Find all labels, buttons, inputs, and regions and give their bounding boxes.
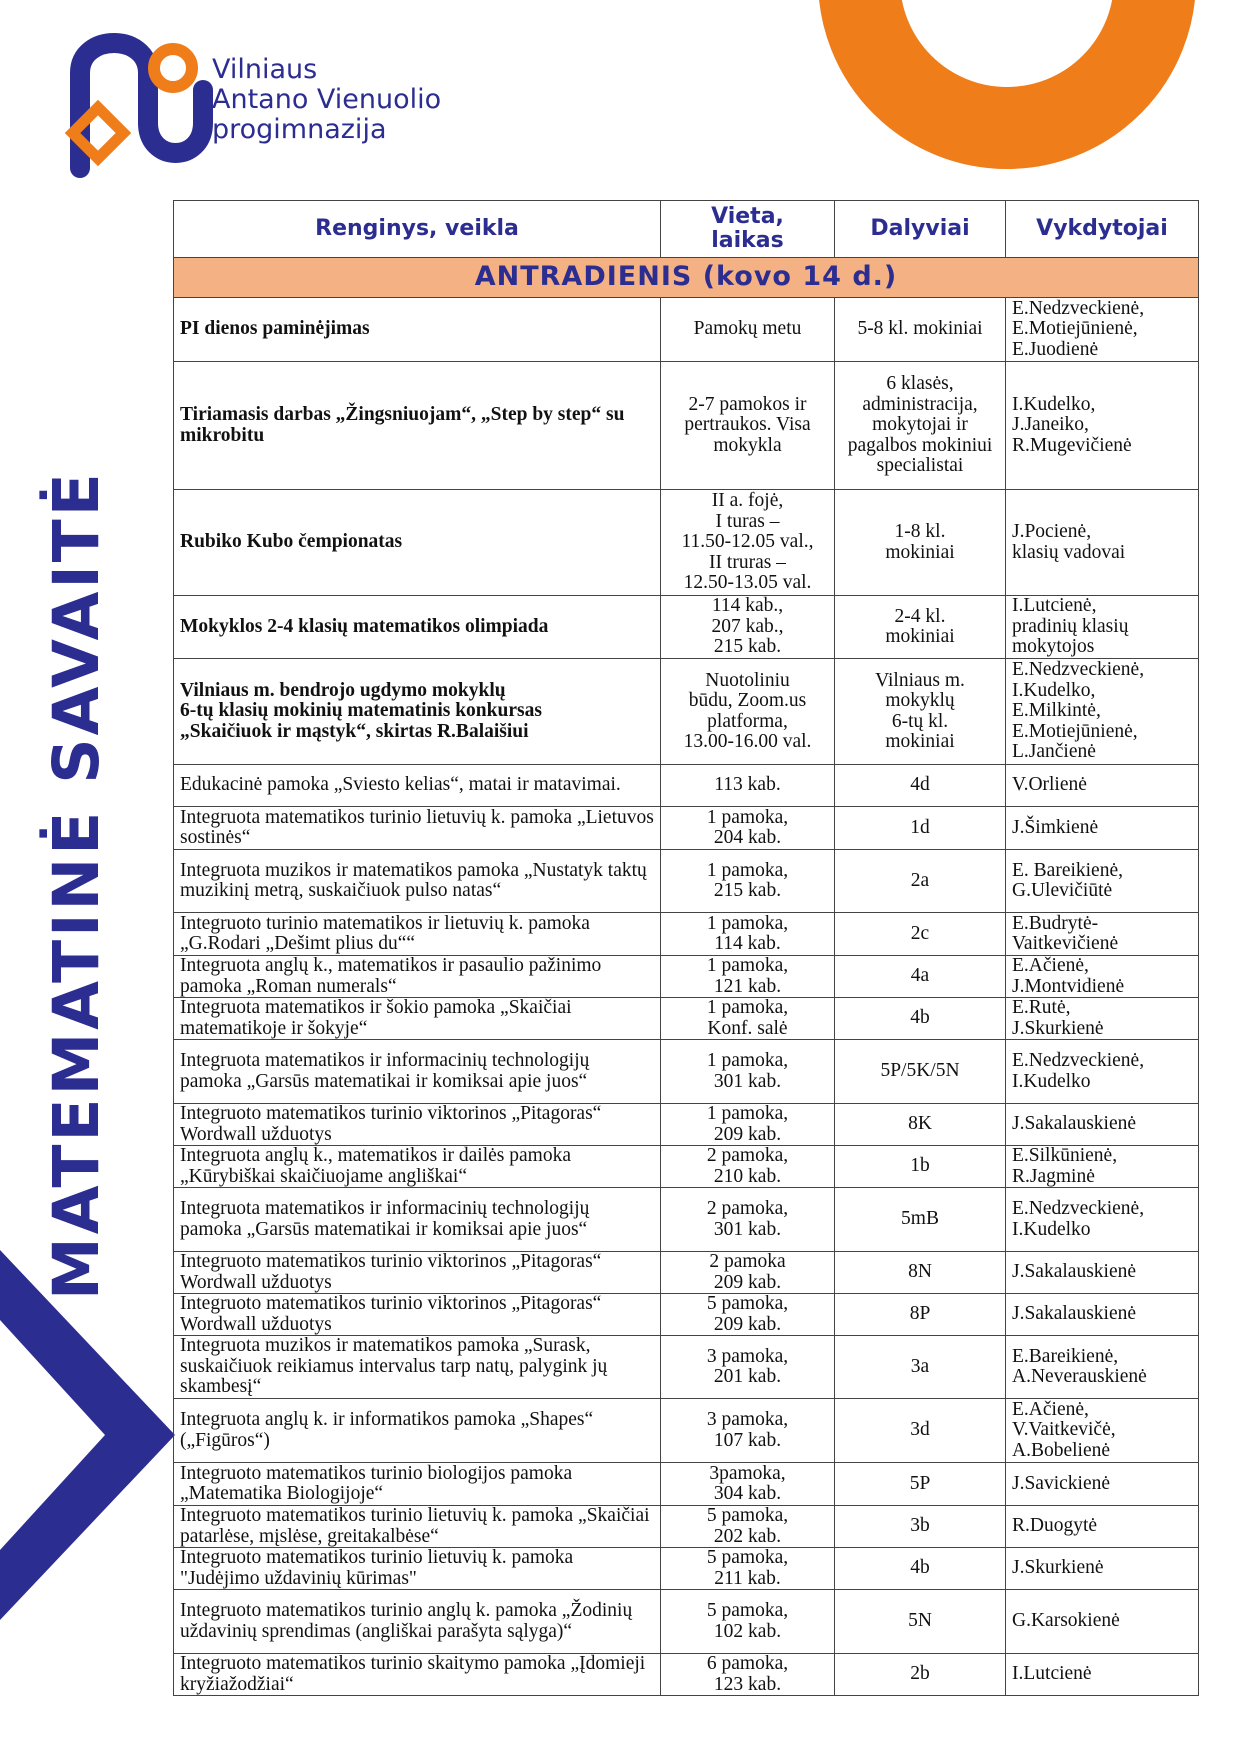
participants-cell: 8P <box>835 1294 1006 1336</box>
event-cell: Integruoto matematikos turinio biologijos pamoka „Matematika Biologijoje“ <box>174 1463 661 1506</box>
organizers-cell: J.Sakalauskienė <box>1006 1294 1199 1336</box>
school-name-line2: Antano Vienuolio <box>212 84 442 115</box>
participants-cell: 5-8 kl. mokiniai <box>835 298 1006 362</box>
organizers-cell: E.Nedzveckienė, I.Kudelko <box>1006 1188 1199 1252</box>
place-time-cell: 5 pamoka, 202 kab. <box>661 1506 835 1548</box>
organizers-cell: G.Karsokienė <box>1006 1590 1199 1654</box>
participants-cell: 8K <box>835 1104 1006 1146</box>
table-row <box>174 596 1199 659</box>
organizers-cell: E. Bareikienė, G.Ulevičiūtė <box>1006 850 1199 913</box>
organizers-cell: V.Orlienė <box>1006 765 1199 807</box>
organizers-cell: R.Duogytė <box>1006 1506 1199 1548</box>
place-time-cell: 1 pamoka, 215 kab. <box>661 850 835 913</box>
header-row <box>174 201 1199 258</box>
organizers-cell: E.Silkūnienė, R.Jagminė <box>1006 1146 1199 1188</box>
place-time-cell: 2-7 pamokos ir pertraukos. Visa mokykla <box>661 362 835 490</box>
organizers-cell: E.Nedzveckienė, I.Kudelko <box>1006 1040 1199 1104</box>
place-time-cell: 1 pamoka, Konf. salė <box>661 998 835 1040</box>
table-row <box>174 362 1199 490</box>
organizers-cell: I.Kudelko, J.Janeiko, R.Mugevičienė <box>1006 362 1199 490</box>
event-cell: Integruota matematikos ir informacinių technologijų pamoka „Garsūs matematikai ir komiksai apie juos“ <box>174 1040 661 1104</box>
school-name-line3: progimnazija <box>212 114 387 145</box>
organizers-cell: J.Šimkienė <box>1006 807 1199 850</box>
participants-cell: 4b <box>835 998 1006 1040</box>
event-cell: Integruoto matematikos turinio viktorinos „Pitagoras“ Wordwall užduotys <box>174 1294 661 1336</box>
participants-cell: 5P/5K/5N <box>835 1040 1006 1104</box>
participants-cell: 3a <box>835 1336 1006 1399</box>
table-row <box>174 1506 1199 1548</box>
table-row <box>174 659 1199 765</box>
event-cell: Integruota muzikos ir matematikos pamoka „Nustatyk taktų muzikinį metrą, suskaičiuok pulso natas“ <box>174 850 661 913</box>
event-cell: Integruota anglų k., matematikos ir dailės pamoka „Kūrybiškai skaičiuojame angliškai“ <box>174 1146 661 1188</box>
table-row <box>174 1040 1199 1104</box>
organizers-cell: E.Rutė, J.Skurkienė <box>1006 998 1199 1040</box>
place-time-cell: 1 pamoka, 301 kab. <box>661 1040 835 1104</box>
event-cell: Integruoto matematikos turinio viktorinos „Pitagoras“ Wordwall užduotys <box>174 1252 661 1294</box>
organizers-cell: E.Bareikienė, A.Neverauskienė <box>1006 1336 1199 1399</box>
participants-cell: 5N <box>835 1590 1006 1654</box>
organizers-cell: I.Lutcienė, pradinių klasių mokytojos <box>1006 596 1199 659</box>
participants-cell: 4a <box>835 956 1006 998</box>
header-event: Renginys, veikla <box>174 201 661 258</box>
table-row <box>174 1104 1199 1146</box>
place-time-cell: 113 kab. <box>661 765 835 807</box>
event-cell: PI dienos paminėjimas <box>174 298 661 362</box>
table-row <box>174 956 1199 998</box>
organizers-cell: J.Savickienė <box>1006 1463 1199 1506</box>
school-name-line1: Vilniaus <box>212 54 318 85</box>
participants-cell: 2b <box>835 1654 1006 1696</box>
event-cell: Integruoto matematikos turinio viktorinos „Pitagoras“ Wordwall užduotys <box>174 1104 661 1146</box>
participants-cell: 1b <box>835 1146 1006 1188</box>
table-row <box>174 1146 1199 1188</box>
place-time-cell: 2 pamoka, 301 kab. <box>661 1188 835 1252</box>
table-row <box>174 1188 1199 1252</box>
place-time-cell: 1 pamoka, 114 kab. <box>661 913 835 956</box>
organizers-cell: J.Sakalauskienė <box>1006 1252 1199 1294</box>
place-time-cell: 114 kab., 207 kab., 215 kab. <box>661 596 835 659</box>
header-place-time: Vieta, laikas <box>661 201 835 258</box>
organizers-cell: J.Pocienė, klasių vadovai <box>1006 490 1199 596</box>
place-time-cell: 6 pamoka, 123 kab. <box>661 1654 835 1696</box>
place-time-cell: Pamokų metu <box>661 298 835 362</box>
participants-cell: 2-4 kl. mokiniai <box>835 596 1006 659</box>
place-time-cell: Nuotoliniu būdu, Zoom.us platforma, 13.00-16.00 val. <box>661 659 835 765</box>
place-time-cell: 1 pamoka, 121 kab. <box>661 956 835 998</box>
event-cell: Tiriamasis darbas „Žingsniuojam“, „Step by step“ su mikrobitu <box>174 362 661 490</box>
event-cell: Integruoto matematikos turinio anglų k. pamoka „Žodinių uždavinių sprendimas (angliškai parašyta sąlyga)“ <box>174 1590 661 1654</box>
table-row <box>174 1590 1199 1654</box>
participants-cell: 3d <box>835 1399 1006 1463</box>
participants-cell: 2c <box>835 913 1006 956</box>
event-cell: Integruota matematikos turinio lietuvių k. pamoka „Lietuvos sostinės“ <box>174 807 661 850</box>
place-time-cell: 5 pamoka, 209 kab. <box>661 1294 835 1336</box>
table-row <box>174 1654 1199 1696</box>
event-cell: Integruoto matematikos turinio skaitymo pamoka „Įdomieji kryžiažodžiai“ <box>174 1654 661 1696</box>
place-time-cell: 3 pamoka, 201 kab. <box>661 1336 835 1399</box>
day-row <box>174 258 1199 298</box>
participants-cell: 5mB <box>835 1188 1006 1252</box>
participants-cell: 2a <box>835 850 1006 913</box>
place-time-cell: 3pamoka, 304 kab. <box>661 1463 835 1506</box>
place-time-cell: 3 pamoka, 107 kab. <box>661 1399 835 1463</box>
table-row <box>174 490 1199 596</box>
organizers-cell: J.Skurkienė <box>1006 1548 1199 1590</box>
vertical-page-title: MATEMATINĖ SAVAITĖ <box>40 470 113 1300</box>
place-time-cell: 1 pamoka, 204 kab. <box>661 807 835 850</box>
school-name <box>212 55 441 145</box>
table-row <box>174 807 1199 850</box>
organizers-cell: E.Nedzveckienė, E.Motiejūnienė, E.Juodienė <box>1006 298 1199 362</box>
place-time-cell: 5 pamoka, 211 kab. <box>661 1548 835 1590</box>
participants-cell: 1-8 kl. mokiniai <box>835 490 1006 596</box>
table-row <box>174 913 1199 956</box>
event-cell: Integruoto turinio matematikos ir lietuvių k. pamoka „G.Rodari „Dešimt plius du““ <box>174 913 661 956</box>
table-row <box>174 998 1199 1040</box>
event-cell: Integruota matematikos ir informacinių technologijų pamoka „Garsūs matematikai ir komiksai apie juos“ <box>174 1188 661 1252</box>
table-row <box>174 850 1199 913</box>
place-time-cell: II a. fojė, I turas – 11.50-12.05 val., II truras – 12.50-13.05 val. <box>661 490 835 596</box>
participants-cell: Vilniaus m. mokyklų 6-tų kl. mokiniai <box>835 659 1006 765</box>
table-row <box>174 1336 1199 1399</box>
event-cell: Edukacinė pamoka „Sviesto kelias“, matai ir matavimai. <box>174 765 661 807</box>
organizers-cell: J.Sakalauskienė <box>1006 1104 1199 1146</box>
participants-cell: 4d <box>835 765 1006 807</box>
participants-cell: 1d <box>835 807 1006 850</box>
place-time-cell: 5 pamoka, 102 kab. <box>661 1590 835 1654</box>
organizers-cell: E.Ačienė, V.Vaitkevičė, A.Bobelienė <box>1006 1399 1199 1463</box>
event-cell: Integruota muzikos ir matematikos pamoka „Surask, suskaičiuok reikiamus intervalus tarp natų, palygink jų skambesį“ <box>174 1336 661 1399</box>
event-cell: Rubiko Kubo čempionatas <box>174 490 661 596</box>
header-organizers: Vykdytojai <box>1006 201 1199 258</box>
table-row <box>174 765 1199 807</box>
event-cell: Integruoto matematikos turinio lietuvių k. pamoka "Judėjimo uždavinių kūrimas" <box>174 1548 661 1590</box>
place-time-cell: 2 pamoka, 210 kab. <box>661 1146 835 1188</box>
table-row <box>174 1399 1199 1463</box>
place-time-cell: 2 pamoka 209 kab. <box>661 1252 835 1294</box>
table-row <box>174 1252 1199 1294</box>
event-cell: Vilniaus m. bendrojo ugdymo mokyklų 6-tų klasių mokinių matematinis konkursas „Skaičiuok ir mąstyk“, skirtas R.Balaišiui <box>174 659 661 765</box>
table-row <box>174 1463 1199 1506</box>
organizers-cell: E.Ačienė, J.Montvidienė <box>1006 956 1199 998</box>
place-time-cell: 1 pamoka, 209 kab. <box>661 1104 835 1146</box>
participants-cell: 3b <box>835 1506 1006 1548</box>
event-cell: Integruoto matematikos turinio lietuvių k. pamoka „Skaičiai patarlėse, mįslėse, greitakalbėse“ <box>174 1506 661 1548</box>
participants-cell: 8N <box>835 1252 1006 1294</box>
participants-cell: 5P <box>835 1463 1006 1506</box>
participants-cell: 4b <box>835 1548 1006 1590</box>
organizers-cell: E.Nedzveckienė, I.Kudelko, E.Milkintė, E.Motiejūnienė, L.Jančienė <box>1006 659 1199 765</box>
event-cell: Integruota anglų k., matematikos ir pasaulio pažinimo pamoka „Roman numerals“ <box>174 956 661 998</box>
organizers-cell: E.Budrytė- Vaitkevičienė <box>1006 913 1199 956</box>
event-cell: Mokyklos 2-4 klasių matematikos olimpiada <box>174 596 661 659</box>
participants-cell: 6 klasės, administracija, mokytojai ir pagalbos mokiniui specialistai <box>835 362 1006 490</box>
header-participants: Dalyviai <box>835 201 1006 258</box>
event-cell: Integruota anglų k. ir informatikos pamoka „Shapes“ („Figūros“) <box>174 1399 661 1463</box>
event-cell: Integruota matematikos ir šokio pamoka „Skaičiai matematikoje ir šokyje“ <box>174 998 661 1040</box>
table-row <box>174 1294 1199 1336</box>
schedule-table <box>173 200 1199 1696</box>
table-row <box>174 298 1199 362</box>
table-row <box>174 1548 1199 1590</box>
organizers-cell: I.Lutcienė <box>1006 1654 1199 1696</box>
navy-chevron-decoration <box>0 1250 190 1630</box>
day-label: ANTRADIENIS (kovo 14 d.) <box>174 258 1199 298</box>
